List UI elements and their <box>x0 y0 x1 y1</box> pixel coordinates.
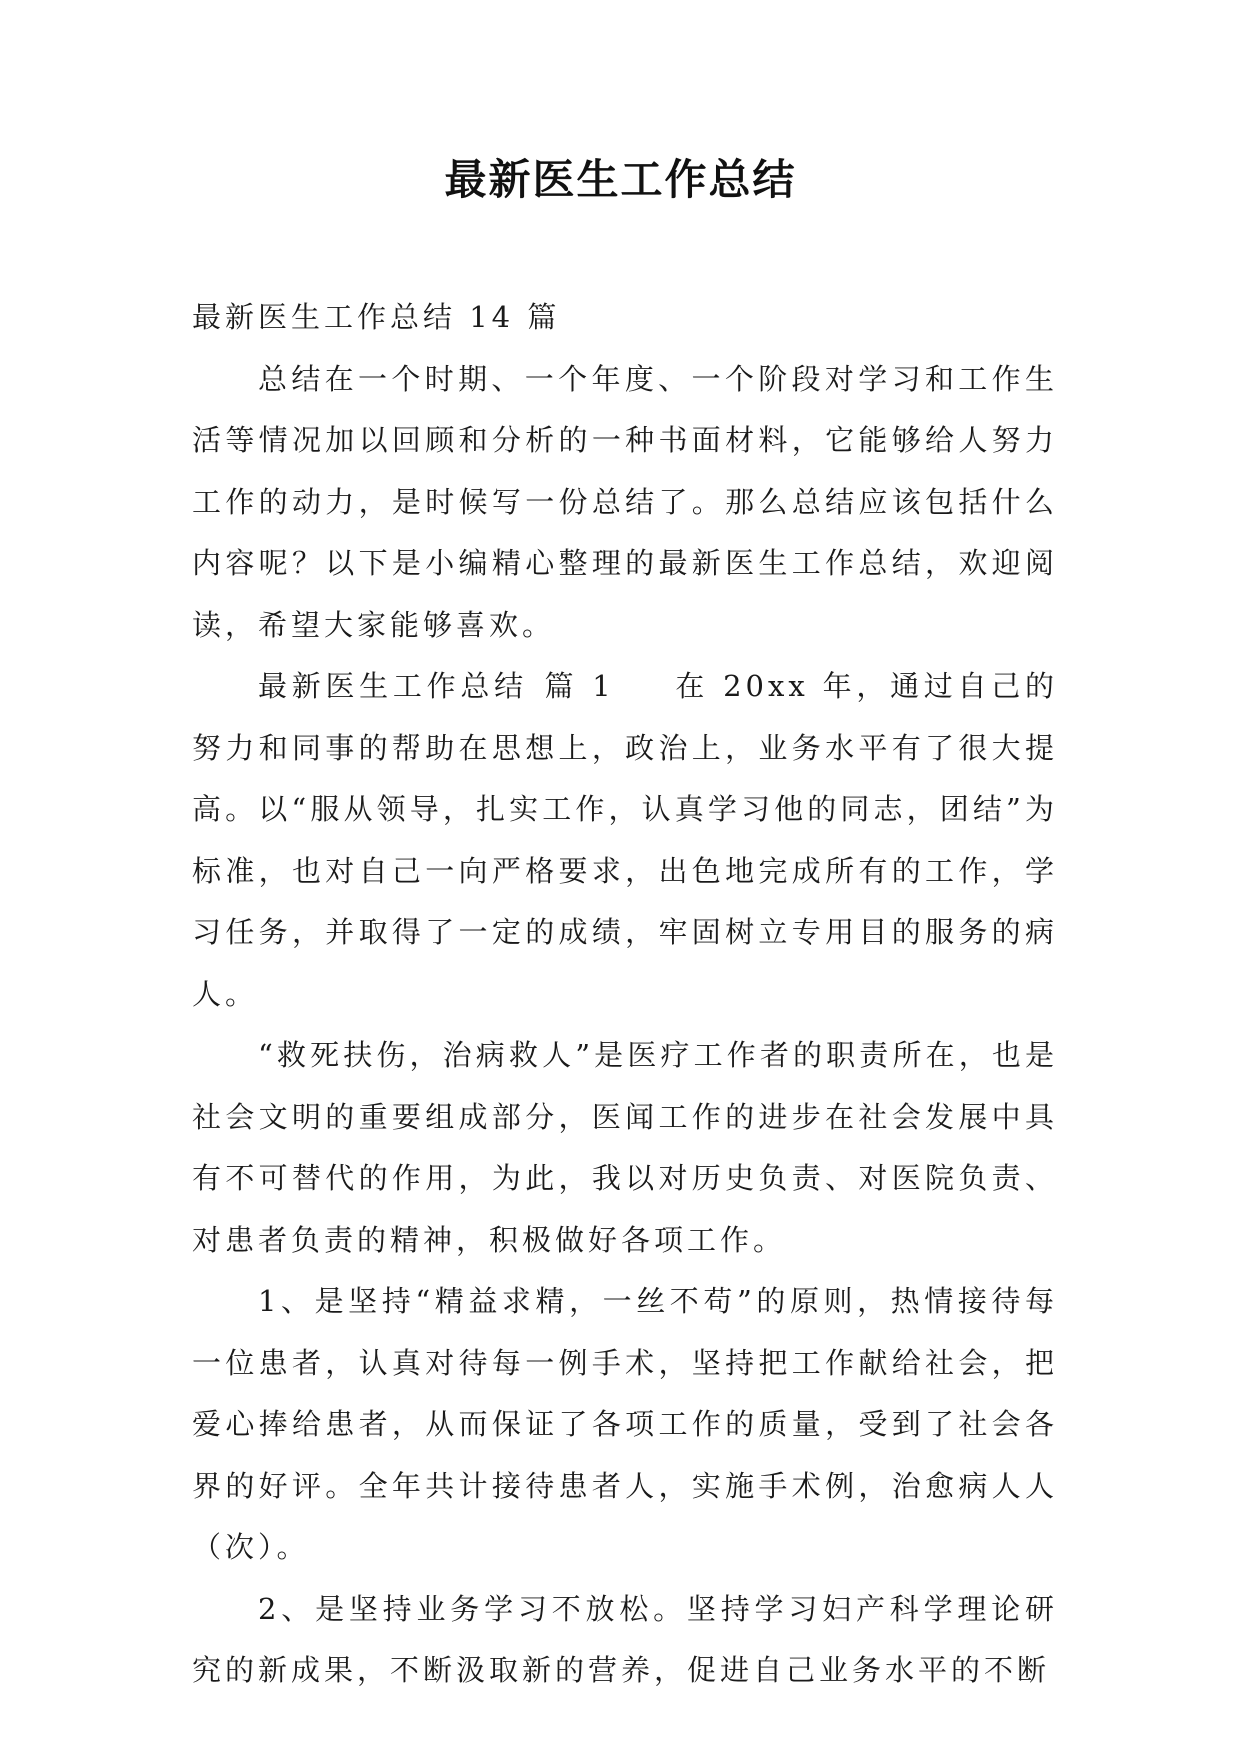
list-item-2: 2、是坚持业务学习不放松。坚持学习妇产科学理论研究的新成果，不断汲取新的营养，促进自己业务水平的不断 <box>192 1591 1058 1687</box>
section-1-text: 在 20xx 年，通过自己的努力和同事的帮助在思想上，政治上，业务水平有了很大提高。以“服从领导，扎实工作，认真学习他的同志，团结”为标准，也对自己一向严格要求，出色地完成所有的工作，学习任务，并取得了一定的成绩，牢固树立专用目的服务的病人。 <box>192 669 1058 1011</box>
list-item-1: 1、是坚持“精益求精，一丝不苟”的原则，热情接待每一位患者，认真对待每一例手术，坚持把工作献给社会，把爱心捧给患者，从而保证了各项工作的质量，受到了社会各界的好评。全年共计接待患者人，实施手术例，治愈病人人（次）。 <box>192 1284 1058 1564</box>
section-1-part: 篇 1 <box>543 669 615 703</box>
document-title: 最新医生工作总结 <box>444 155 797 204</box>
paragraph-2: “救死扶伤，治病救人”是医疗工作者的职责所在，也是社会文明的重要组成部分，医闻工作的进步在社会发展中具有不可替代的作用，为此，我以对历史负责、对医院负责、对患者负责的精神，积极做好各项工作。 <box>192 1038 1058 1257</box>
intro-paragraph: 总结在一个时期、一个年度、一个阶段对学习和工作生活等情况加以回顾和分析的一种书面材料，它能够给人努力工作的动力，是时候写一份总结了。那么总结应该包括什么内容呢？以下是小编精心整理的最新医生工作总结，欢迎阅读，希望大家能够喜欢。 <box>192 361 1058 642</box>
section-1-paragraph <box>192 656 1058 1025</box>
document-body <box>192 287 1058 1702</box>
document-subtitle: 最新医生工作总结 14 篇 <box>192 300 561 334</box>
section-1-heading: 最新医生工作总结 <box>258 669 528 703</box>
